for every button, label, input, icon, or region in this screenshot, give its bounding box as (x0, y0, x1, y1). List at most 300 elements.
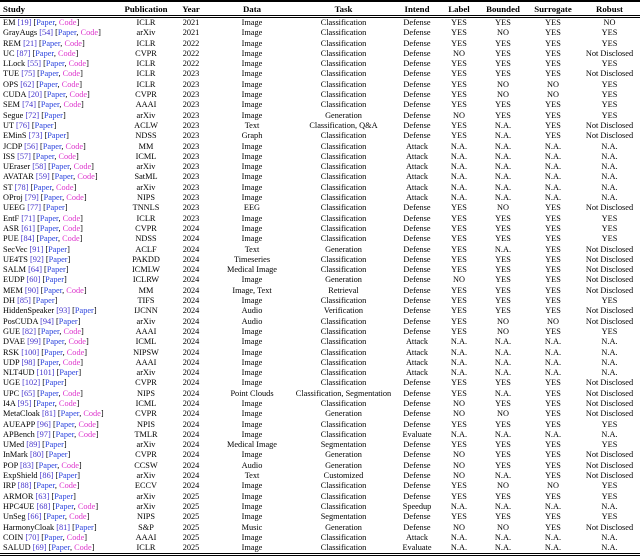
year-cell: 2022 (182, 59, 200, 69)
robust-cell: YES (601, 59, 618, 69)
separator: , (59, 100, 64, 110)
intend-cell: Attack (405, 193, 429, 203)
citation-link[interactable]: [68] (36, 501, 51, 511)
paper-link[interactable]: Paper (46, 90, 66, 100)
citation-link[interactable]: [74] (22, 100, 36, 110)
surrogate-cell: YES (545, 223, 561, 233)
citation-link[interactable]: [87] (16, 48, 31, 58)
robust-cell: Not Disclosed (585, 254, 634, 264)
task-cell: Classification (320, 90, 367, 100)
paper-link[interactable]: Paper (40, 100, 60, 110)
bounded-cell: N.A. (494, 244, 512, 254)
paper-link[interactable]: Paper (60, 409, 80, 419)
paper-link[interactable]: Paper (45, 337, 65, 347)
code-link[interactable]: Code (64, 38, 82, 48)
citation-link[interactable]: [61] (21, 223, 36, 233)
citation-link[interactable]: [99] (27, 337, 41, 347)
code-link[interactable]: Code (68, 337, 86, 347)
data-cell: Image (241, 491, 263, 501)
table-row (0, 90, 640, 100)
bracket: ] (83, 285, 87, 295)
robust-cell: Not Disclosed (585, 48, 634, 58)
robust-cell: Not Disclosed (585, 306, 634, 316)
study-name: RSK (3, 347, 22, 357)
paper-link[interactable]: Paper (35, 151, 55, 161)
paper-link[interactable]: Paper (39, 69, 59, 79)
paper-link[interactable]: Paper (46, 265, 66, 275)
paper-link[interactable]: Paper (44, 440, 64, 450)
robust-cell: Not Disclosed (585, 120, 634, 130)
citation-link[interactable]: [90] (24, 285, 39, 295)
citation-link[interactable]: [57] (17, 151, 31, 161)
citation-link[interactable]: [54] (39, 28, 54, 38)
citation-link[interactable]: [71] (21, 213, 36, 223)
code-link[interactable]: Code (69, 90, 88, 100)
task-cell: Classification (320, 162, 367, 172)
citation-link[interactable]: [75] (21, 69, 36, 79)
paper-link[interactable]: Paper (44, 110, 63, 120)
bounded-cell: NO (497, 203, 509, 213)
intend-cell: Defense (403, 110, 431, 120)
robust-cell: YES (601, 326, 618, 336)
data-cell: Image (241, 38, 263, 48)
bracket: ] (76, 398, 80, 408)
bracket: [ (35, 357, 41, 367)
study-cell (0, 512, 122, 522)
citation-link[interactable]: [91] (29, 244, 44, 254)
separator: , (64, 337, 69, 347)
paper-link[interactable]: Paper (34, 120, 54, 130)
study-cell (0, 152, 122, 162)
table-row (0, 543, 640, 555)
bracket: [ (40, 275, 46, 285)
paper-link[interactable]: Paper (42, 141, 62, 151)
paper-link[interactable]: Paper (40, 357, 59, 367)
intend-cell: Defense (403, 512, 431, 522)
citation-link[interactable]: [63] (35, 491, 50, 501)
year-cell: 2023 (182, 120, 200, 130)
citation-link[interactable]: [81] (56, 522, 71, 532)
citation-link[interactable]: [76] (15, 120, 30, 130)
year-cell: 2024 (182, 460, 200, 470)
citation-link[interactable]: [69] (32, 543, 47, 553)
paper-link[interactable]: Paper (43, 193, 63, 203)
intend-cell: Evaluate (395, 543, 439, 555)
bracket: ] (79, 79, 82, 89)
citation-link[interactable]: [55] (27, 59, 42, 69)
study-cell (0, 471, 122, 481)
citation-link[interactable]: [79] (24, 193, 39, 203)
paper-link[interactable]: Paper (48, 450, 68, 460)
intend-cell: Defense (403, 450, 431, 460)
bracket: [ (53, 471, 59, 481)
study-cell (0, 275, 122, 285)
paper-link[interactable]: Paper (38, 79, 58, 89)
bounded-cell: N.A. (494, 532, 512, 542)
surrogate-cell: NO (547, 79, 559, 89)
paper-link[interactable]: Paper (45, 59, 65, 69)
surrogate-cell: N.A. (544, 501, 562, 511)
separator: , (58, 213, 63, 223)
paper-link[interactable]: Paper (36, 398, 55, 408)
bounded-cell: YES (495, 265, 511, 275)
bounded-cell: N.A. (494, 337, 512, 347)
surrogate-cell: YES (545, 388, 561, 398)
study-cell (0, 502, 122, 512)
table-row (0, 142, 640, 152)
code-link[interactable]: Code (66, 193, 84, 203)
intend-cell: Defense (403, 18, 431, 27)
bracket: ] (73, 182, 77, 192)
bounded-cell: YES (495, 18, 511, 27)
code-link[interactable]: Code (62, 357, 81, 367)
citation-link[interactable]: [21] (23, 38, 37, 48)
paper-link[interactable]: Paper (39, 223, 59, 233)
data-cell: Image (241, 368, 263, 378)
code-link[interactable]: Code (56, 182, 74, 192)
code-link[interactable]: Code (62, 69, 81, 79)
bracket: ] (87, 90, 90, 100)
study-cell (0, 59, 122, 69)
year-cell: 2024 (182, 419, 200, 429)
citation-link[interactable]: [73] (28, 131, 43, 141)
table-row (0, 183, 640, 193)
citation-link[interactable]: [58] (32, 162, 47, 172)
code-link[interactable]: Code (58, 48, 76, 58)
bounded-cell: YES (495, 398, 511, 408)
paper-link[interactable]: Paper (47, 131, 67, 141)
paper-link[interactable]: Paper (41, 38, 61, 48)
table-row (0, 481, 640, 491)
paper-link[interactable]: Paper (36, 481, 55, 491)
bracket: [ (35, 69, 40, 79)
study-cell (0, 461, 122, 471)
paper-link[interactable]: Paper (39, 213, 59, 223)
data-cell: Image (241, 69, 263, 79)
table-row (0, 358, 640, 368)
table-row (0, 172, 640, 182)
label-cell: NO (453, 110, 465, 120)
study-name: ExpShield (3, 471, 40, 481)
study-name: Segue (3, 110, 26, 120)
bracket: ] (80, 213, 83, 223)
surrogate-cell: YES (545, 110, 561, 120)
code-link[interactable]: Code (61, 460, 79, 470)
citation-link[interactable]: [98] (21, 357, 36, 367)
bracket: [ (35, 213, 40, 223)
code-link[interactable]: Code (77, 172, 95, 182)
code-link[interactable]: Code (63, 326, 82, 336)
code-link[interactable]: Code (62, 234, 80, 244)
paper-link[interactable]: Paper (43, 285, 63, 295)
paper-link[interactable]: Paper (58, 471, 78, 481)
paper-link[interactable]: Paper (48, 244, 68, 254)
label-cell: YES (451, 481, 467, 491)
paper-link[interactable]: Paper (74, 306, 94, 316)
code-link[interactable]: Code (77, 501, 96, 511)
paper-link[interactable]: Paper (38, 460, 58, 470)
task-cell: Generation (325, 110, 362, 120)
citation-link[interactable]: [66] (27, 512, 42, 522)
code-link[interactable]: Code (58, 151, 76, 161)
robust-cell: N.A. (601, 357, 618, 367)
intend-cell: Attack (405, 347, 429, 357)
paper-link[interactable]: Paper (35, 296, 55, 306)
citation-link[interactable]: [78] (14, 182, 29, 192)
paper-link[interactable]: Paper (48, 254, 68, 264)
study-name: OProj (3, 193, 25, 203)
paper-link[interactable]: Paper (44, 378, 64, 388)
citation-link[interactable]: [97] (36, 429, 51, 439)
intend-cell: Attack (405, 532, 429, 542)
publication-cell: TMLR (134, 429, 158, 439)
label-cell: YES (451, 203, 467, 213)
label-cell: YES (451, 244, 467, 254)
year-cell: 2024 (182, 223, 200, 233)
study-cell (0, 337, 122, 347)
citation-link[interactable]: [19] (17, 18, 32, 27)
study-cell (0, 234, 122, 244)
study-name: EMinS (3, 131, 29, 141)
citation-link[interactable]: [72] (25, 110, 40, 120)
publication-cell: ACLF (135, 244, 157, 254)
bracket: ] (65, 265, 69, 275)
bounded-cell: YES (495, 306, 511, 316)
task-cell: Segmentation (320, 440, 367, 450)
data-cell: Image (241, 213, 263, 223)
citation-link[interactable]: [62] (20, 79, 35, 89)
code-link[interactable]: Code (78, 429, 96, 439)
paper-link[interactable]: Paper (54, 491, 74, 501)
citation-link[interactable]: [84] (20, 234, 35, 244)
code-link[interactable]: Code (69, 512, 87, 522)
robust-cell: N.A. (601, 182, 618, 192)
citation-link[interactable]: [85] (17, 296, 31, 306)
citation-link[interactable]: [96] (37, 419, 51, 429)
table-row (0, 378, 640, 388)
citation-link[interactable]: [100] (21, 347, 40, 357)
code-link[interactable]: Code (66, 532, 85, 542)
bounded-cell: YES (495, 223, 511, 233)
task-cell: Classification (292, 543, 395, 555)
study-cell (0, 430, 122, 440)
robust-cell: YES (601, 213, 618, 223)
task-cell: Classification, Segmentation (295, 388, 392, 398)
bracket: ] (83, 141, 86, 151)
surrogate-cell: YES (545, 460, 561, 470)
year-cell: 2024 (182, 429, 200, 439)
citation-link[interactable]: [93] (56, 306, 71, 316)
intend-cell: Defense (403, 28, 431, 38)
bracket: ] (63, 440, 67, 450)
bracket: ] (86, 512, 90, 522)
bracket: ] (93, 522, 97, 532)
citation-link[interactable]: [86] (39, 471, 54, 481)
citation-link[interactable]: [94] (40, 316, 54, 326)
publication-cell: ICLR (122, 543, 170, 555)
code-link[interactable]: Code (83, 409, 101, 419)
study-name: ARMOR (3, 491, 36, 501)
bracket: ] (64, 275, 67, 285)
code-link[interactable]: Code (65, 141, 84, 151)
year-cell: 2024 (182, 398, 200, 408)
robust-cell: N.A. (601, 368, 618, 378)
code-link[interactable]: Code (62, 388, 81, 398)
paper-link[interactable]: Paper (45, 203, 65, 213)
study-cell (0, 183, 122, 193)
task-cell: Segmentation (320, 512, 367, 522)
intend-cell: Speedup (402, 501, 432, 511)
code-link[interactable]: Code (58, 18, 77, 27)
task-cell: Classification (320, 69, 367, 79)
task-cell: Classification (320, 347, 367, 357)
task-cell: Classification (320, 48, 367, 58)
paper-link[interactable]: Paper (55, 429, 75, 439)
citation-link[interactable]: [77] (27, 203, 42, 213)
bracket: [ (70, 306, 75, 316)
citation-link[interactable]: [88] (17, 481, 32, 491)
citation-link[interactable]: [60] (26, 275, 41, 285)
paper-link[interactable]: Paper (58, 316, 78, 326)
citation-link[interactable]: [101] (36, 368, 55, 378)
publication-cell: CVPR (135, 409, 157, 419)
code-link[interactable]: Code (62, 223, 81, 233)
paper-link[interactable]: Paper (40, 326, 60, 336)
paper-link[interactable]: Paper (51, 543, 70, 553)
citation-link[interactable]: [92] (29, 254, 44, 264)
bracket: ] (76, 481, 80, 491)
year-cell: 2024 (182, 285, 200, 295)
intend-cell: Defense (403, 254, 431, 264)
robust-cell: YES (601, 440, 618, 450)
bounded-cell: N.A. (494, 347, 512, 357)
citation-link[interactable]: [64] (28, 265, 42, 275)
paper-link[interactable]: Paper (44, 347, 63, 357)
code-link[interactable]: Code (80, 28, 99, 38)
paper-link[interactable]: Paper (59, 368, 79, 378)
code-link[interactable]: Code (59, 481, 77, 491)
paper-link[interactable]: Paper (35, 48, 54, 58)
study-name: ASR (3, 223, 22, 233)
col-header-intend: Intend (395, 1, 439, 17)
paper-link[interactable]: Paper (45, 275, 65, 285)
bracket: ] (75, 48, 79, 58)
citation-link[interactable]: [83] (20, 460, 34, 470)
bracket: ] (73, 491, 76, 501)
citation-link[interactable]: [89] (26, 440, 41, 450)
bracket: ] (67, 244, 70, 254)
paper-link[interactable]: Paper (39, 234, 58, 244)
year-cell: 2024 (182, 440, 200, 450)
citation-link[interactable]: [65] (21, 388, 36, 398)
bracket: [ (41, 59, 46, 69)
study-cell (0, 224, 122, 234)
label-cell: YES (451, 213, 467, 223)
year-cell: 2023 (182, 100, 200, 110)
study-name: CUDA (3, 90, 29, 100)
code-link[interactable]: Code (66, 347, 85, 357)
study-name: UT (3, 120, 16, 130)
code-link[interactable]: Code (78, 419, 96, 429)
paper-link[interactable]: Paper (46, 512, 65, 522)
bounded-cell: N.A. (494, 193, 512, 203)
intend-cell: Defense (403, 120, 431, 130)
study-name: EUDP (3, 275, 27, 285)
task-cell: Classification, Q&A (309, 120, 378, 130)
code-link[interactable]: Code (63, 100, 82, 110)
citation-link[interactable]: [95] (17, 398, 32, 408)
study-name: HiddenSpeaker (3, 306, 57, 316)
data-cell: Image (241, 429, 263, 439)
table-row (0, 152, 640, 162)
task-cell: Generation (325, 244, 362, 254)
bounded-cell: NO (497, 326, 509, 336)
paper-link[interactable]: Paper (50, 162, 70, 172)
citation-link[interactable]: [56] (24, 141, 38, 151)
label-cell: N.A. (450, 193, 468, 203)
citation-link[interactable]: [80] (29, 450, 44, 460)
citation-link[interactable]: [102] (22, 378, 41, 388)
surrogate-cell: N.A. (544, 151, 562, 161)
bounded-cell: NO (497, 481, 509, 491)
year-cell: 2024 (182, 409, 200, 419)
surrogate-cell: YES (545, 48, 561, 58)
study-name: POP (3, 460, 20, 470)
study-name: LLock (3, 59, 28, 69)
bracket: ] (80, 69, 83, 79)
code-link[interactable]: Code (58, 398, 77, 408)
paper-link[interactable]: Paper (57, 28, 77, 38)
publication-cell: CVPR (135, 90, 157, 100)
table-row (0, 234, 640, 244)
paper-link[interactable]: Paper (39, 388, 59, 398)
code-link[interactable]: Code (74, 543, 92, 553)
citation-link[interactable]: [81] (41, 409, 56, 419)
paper-link[interactable]: Paper (74, 522, 94, 532)
bracket: [ (41, 203, 46, 213)
data-cell: Image (241, 151, 263, 161)
surrogate-cell: YES (545, 244, 561, 254)
surrogate-cell: YES (545, 18, 561, 27)
paper-link[interactable]: Paper (54, 172, 74, 182)
code-link[interactable]: Code (68, 59, 87, 69)
surrogate-cell: YES (545, 296, 561, 306)
paper-link[interactable]: Paper (44, 532, 63, 542)
citation-link[interactable]: [20] (28, 90, 42, 100)
table-row (0, 337, 640, 347)
year-cell: 2022 (182, 38, 200, 48)
citation-link[interactable]: [82] (22, 326, 36, 336)
code-link[interactable]: Code (66, 285, 84, 295)
data-cell: Music (241, 522, 263, 532)
citation-link[interactable]: [70] (25, 532, 40, 542)
bracket: [ (46, 162, 51, 172)
data-cell: Image (241, 79, 263, 89)
robust-cell: YES (601, 296, 618, 306)
paper-link[interactable]: Paper (33, 182, 52, 192)
intend-cell: Defense (403, 306, 431, 316)
paper-link[interactable]: Paper (55, 419, 75, 429)
data-cell: Graph (241, 131, 263, 141)
code-link[interactable]: Code (62, 213, 81, 223)
paper-link[interactable]: Paper (36, 18, 55, 27)
code-link[interactable]: Code (61, 79, 80, 89)
code-link[interactable]: Code (73, 162, 92, 172)
intend-cell: Defense (403, 90, 431, 100)
citation-link[interactable]: [59] (35, 172, 50, 182)
separator: , (54, 18, 59, 27)
paper-link[interactable]: Paper (55, 501, 74, 511)
